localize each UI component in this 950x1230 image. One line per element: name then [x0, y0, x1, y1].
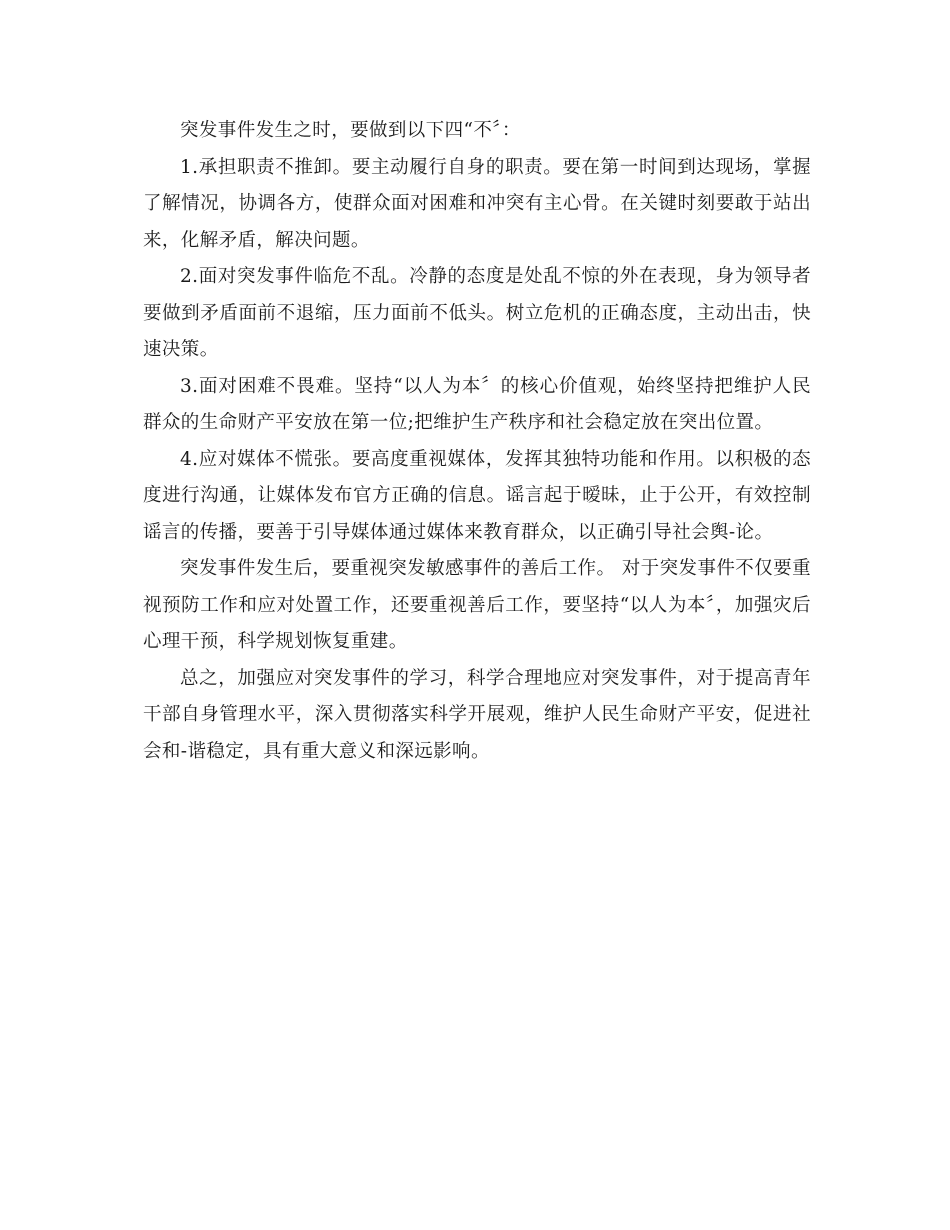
- paragraph-item-3: 3.面对困难不畏难。坚持“以人为本〞的核心价值观，始终坚持把维护人民群众的生命财产平安放在第一位;把维护生产秩序和社会稳定放在突出位置。: [143, 375, 811, 433]
- document-body: [143, 113, 811, 770]
- paragraph-item-4: 4.应对媒体不慌张。要高度重视媒体，发挥其独特功能和作用。以积极的态度进行沟通，让媒体发布官方正确的信息。谣言起于暧昧，止于公开，有效控制谣言的传播，要善于引导媒体通过媒体来教育群众，以正确引导社会舆-论。: [143, 448, 811, 543]
- paragraph-aftermath: 突发事件发生后，要重视突发敏感事件的善后工作。 对于突发事件不仅要重视预防工作和应对处置工作，还要重视善后工作，要坚持“以人为本〞，加强灾后心理干预，科学规划恢复重建。: [143, 558, 811, 652]
- paragraph-item-2: 2.面对突发事件临危不乱。冷静的态度是处乱不惊的外在表现，身为领导者要做到矛盾面前不退缩，压力面前不低头。树立危机的正确态度，主动出击，快速决策。: [143, 266, 811, 360]
- paragraph-intro: 突发事件发生之时，要做到以下四“不〞：: [180, 120, 521, 141]
- paragraph-conclusion: 总之，加强应对突发事件的学习，科学合理地应对突发事件，对于提高青年干部自身管理水平，深入贯彻落实科学开展观，维护人民生命财产平安，促进社会和-谐稳定，具有重大意义和深远影响。: [143, 667, 811, 762]
- paragraph-item-1: 1.承担职责不推卸。要主动履行自身的职责。要在第一时间到达现场，掌握了解情况，协调各方，使群众面对困难和冲突有主心骨。在关键时刻要敢于站出来，化解矛盾，解决问题。: [143, 156, 811, 251]
